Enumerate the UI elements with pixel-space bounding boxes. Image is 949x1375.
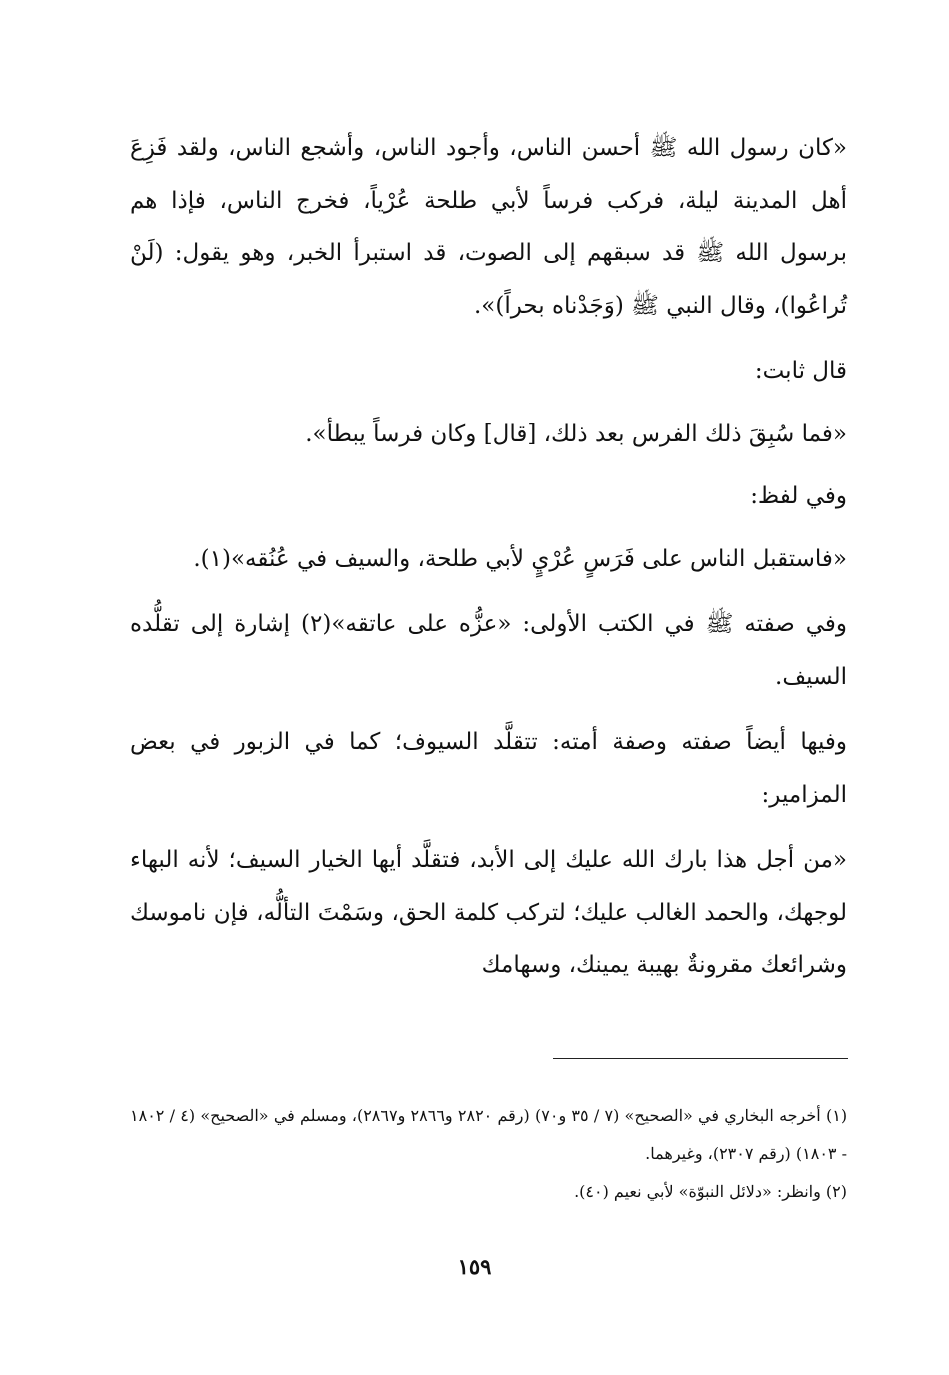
- footnote-separator: [553, 1058, 848, 1059]
- paragraph-hadith-horse: «كان رسول الله ﷺ أحسن الناس، وأجود الناس، وأشجع الناس، ولقد فَزِعَ أهل المدينة ليلة، فركب فرساً لأبي طلحة عُرْياً، فخرج الناس، فإذا هم برسول الله ﷺ قد سبقهم إلى الصوت، قد استبرأ الخبر، وهو يقول: (لَنْ تُراعُوا)، وقال النبي ﷺ (وَجَدْناه بحراً)».: [130, 135, 847, 319]
- footnotes: [130, 1097, 847, 1211]
- footnote-1: (١) أخرجه البخاري في «الصحيح» (٧ / ٣٥ و٧٠) (رقم ٢٨٢٠ و٢٨٦٦ و٢٨٦٧)، ومسلم في «الصحيح» (٤ / ١٨٠٢ - ١٨٠٣) (رقم ٢٣٠٧)، وغيرهما.: [130, 1106, 848, 1163]
- paragraph-horse-not-outrun: «فما سُبِقَ ذلك الفرس بعد ذلك، [قال] وكان فرساً يبطأ».: [305, 420, 847, 447]
- paragraph-psalms-intro: وفيها أيضاً صفته وصفة أمته: تتقلَّد السيوف؛ كما في الزبور في بعض المزامير:: [130, 729, 847, 808]
- paragraph-psalms-quote: «من أجل هذا بارك الله عليك إلى الأبد، فتقلَّد أيها الخيار السيف؛ لأنه البهاء لوجهك، والحمد الغالب عليك؛ لتركب كلمة الحق، وسَمْتَ التألُّه، فإن ناموسك وشرائعك مقرونةٌ بهيبة يمينك، وسهامك: [130, 847, 848, 978]
- page-number: ١٥٩: [457, 1254, 492, 1279]
- main-text: [130, 122, 847, 1005]
- paragraph-sword-on-neck: «فاستقبل الناس على فَرَسٍ عُرْيٍ لأبي طلحة، والسيف في عُنُقه»(١).: [193, 545, 847, 572]
- paragraph-another-wording: وفي لفظ:: [750, 483, 847, 509]
- footnote-2: (٢) وانظر: «دلائل النبوّة» لأبي نعيم (٤٠).: [574, 1182, 847, 1201]
- paragraph-earlier-books: وفي صفته ﷺ في الكتب الأولى: «عزُّه على عاتقه»(٢) إشارة إلى تقلُّده السيف.: [130, 611, 848, 690]
- paragraph-thabit-said: قال ثابت:: [754, 358, 847, 384]
